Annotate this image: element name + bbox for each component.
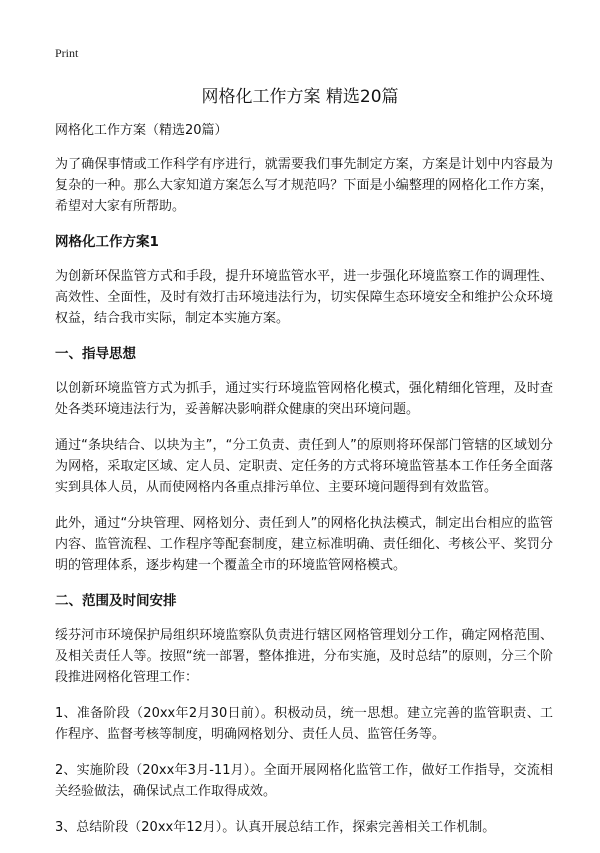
paragraph: 通过“条块结合、以块为主”，“分工负责、责任到人”的原则将环保部门管辖的区域划分为网格，采取定区域、定人员、定职责、定任务的方式将环境监管基本工作任务全面落实到具体人员，从而使网格内各重点排污单位、主要环境问题得到有效监管。	[55, 438, 553, 495]
intro-paragraph: 为了确保事情或工作科学有序进行，就需要我们事先制定方案，方案是计划中内容最为复杂的一种。那么大家知道方案怎么写才规范吗？下面是小编整理的网格化工作方案，希望对大家有所帮助。	[55, 157, 553, 214]
paragraph: 绥芬河市环境保护局组织环境监察队负责进行辖区网格管理划分工作，确定网格范围、及相关责任人等。按照“统一部署，整体推进，分布实施，及时总结”的原则，分三个阶段推进网格化管理工作：	[55, 628, 553, 685]
section-heading: 一、指导思想	[55, 346, 136, 362]
paragraph: 3、总结阶段（20xx年12月）。认真开展总结工作，探索完善相关工作机制。	[55, 820, 496, 835]
page-title: 网格化工作方案 精选20篇	[201, 87, 399, 107]
paragraph: 2、实施阶段（20xx年3月-11月）。全面开展网格化监管工作，做好工作指导，交流相关经验做法，确保试点工作取得成效。	[55, 763, 553, 799]
section-heading: 二、范围及时间安排	[55, 593, 177, 609]
document-subtitle: 网格化工作方案（精选20篇）	[55, 123, 228, 138]
print-label: Print	[55, 46, 79, 60]
document-body	[55, 120, 553, 853]
paragraph: 1、准备阶段（20xx年2月30日前）。积极动员，统一思想。建立完善的监管职责、工作程序、监督考核等制度，明确网格划分、责任人员、监管任务等。	[55, 706, 553, 742]
paragraph: 以创新环境监管方式为抓手，通过实行环境监管网格化模式，强化精细化管理，及时查处各类环境违法行为，妥善解决影响群众健康的突出环境问题。	[55, 381, 553, 417]
paragraph: 为创新环保监管方式和手段，提升环境监管水平，进一步强化环境监察工作的调理性、高效性、全面性，及时有效打击环境违法行为，切实保障生态环境安全和维护公众环境权益，结合我市实际，制定本实施方案。	[55, 269, 553, 326]
section-heading: 网格化工作方案1	[55, 234, 159, 250]
paragraph: 此外，通过“分块管理、网格划分、责任到人”的网格化执法模式，制定出台相应的监管内容、监管流程、工作程序等配套制度，建立标准明确、责任细化、考核公平、奖罚分明的管理体系，逐步构建一个覆盖全市的环境监管网格模式。	[55, 516, 553, 573]
